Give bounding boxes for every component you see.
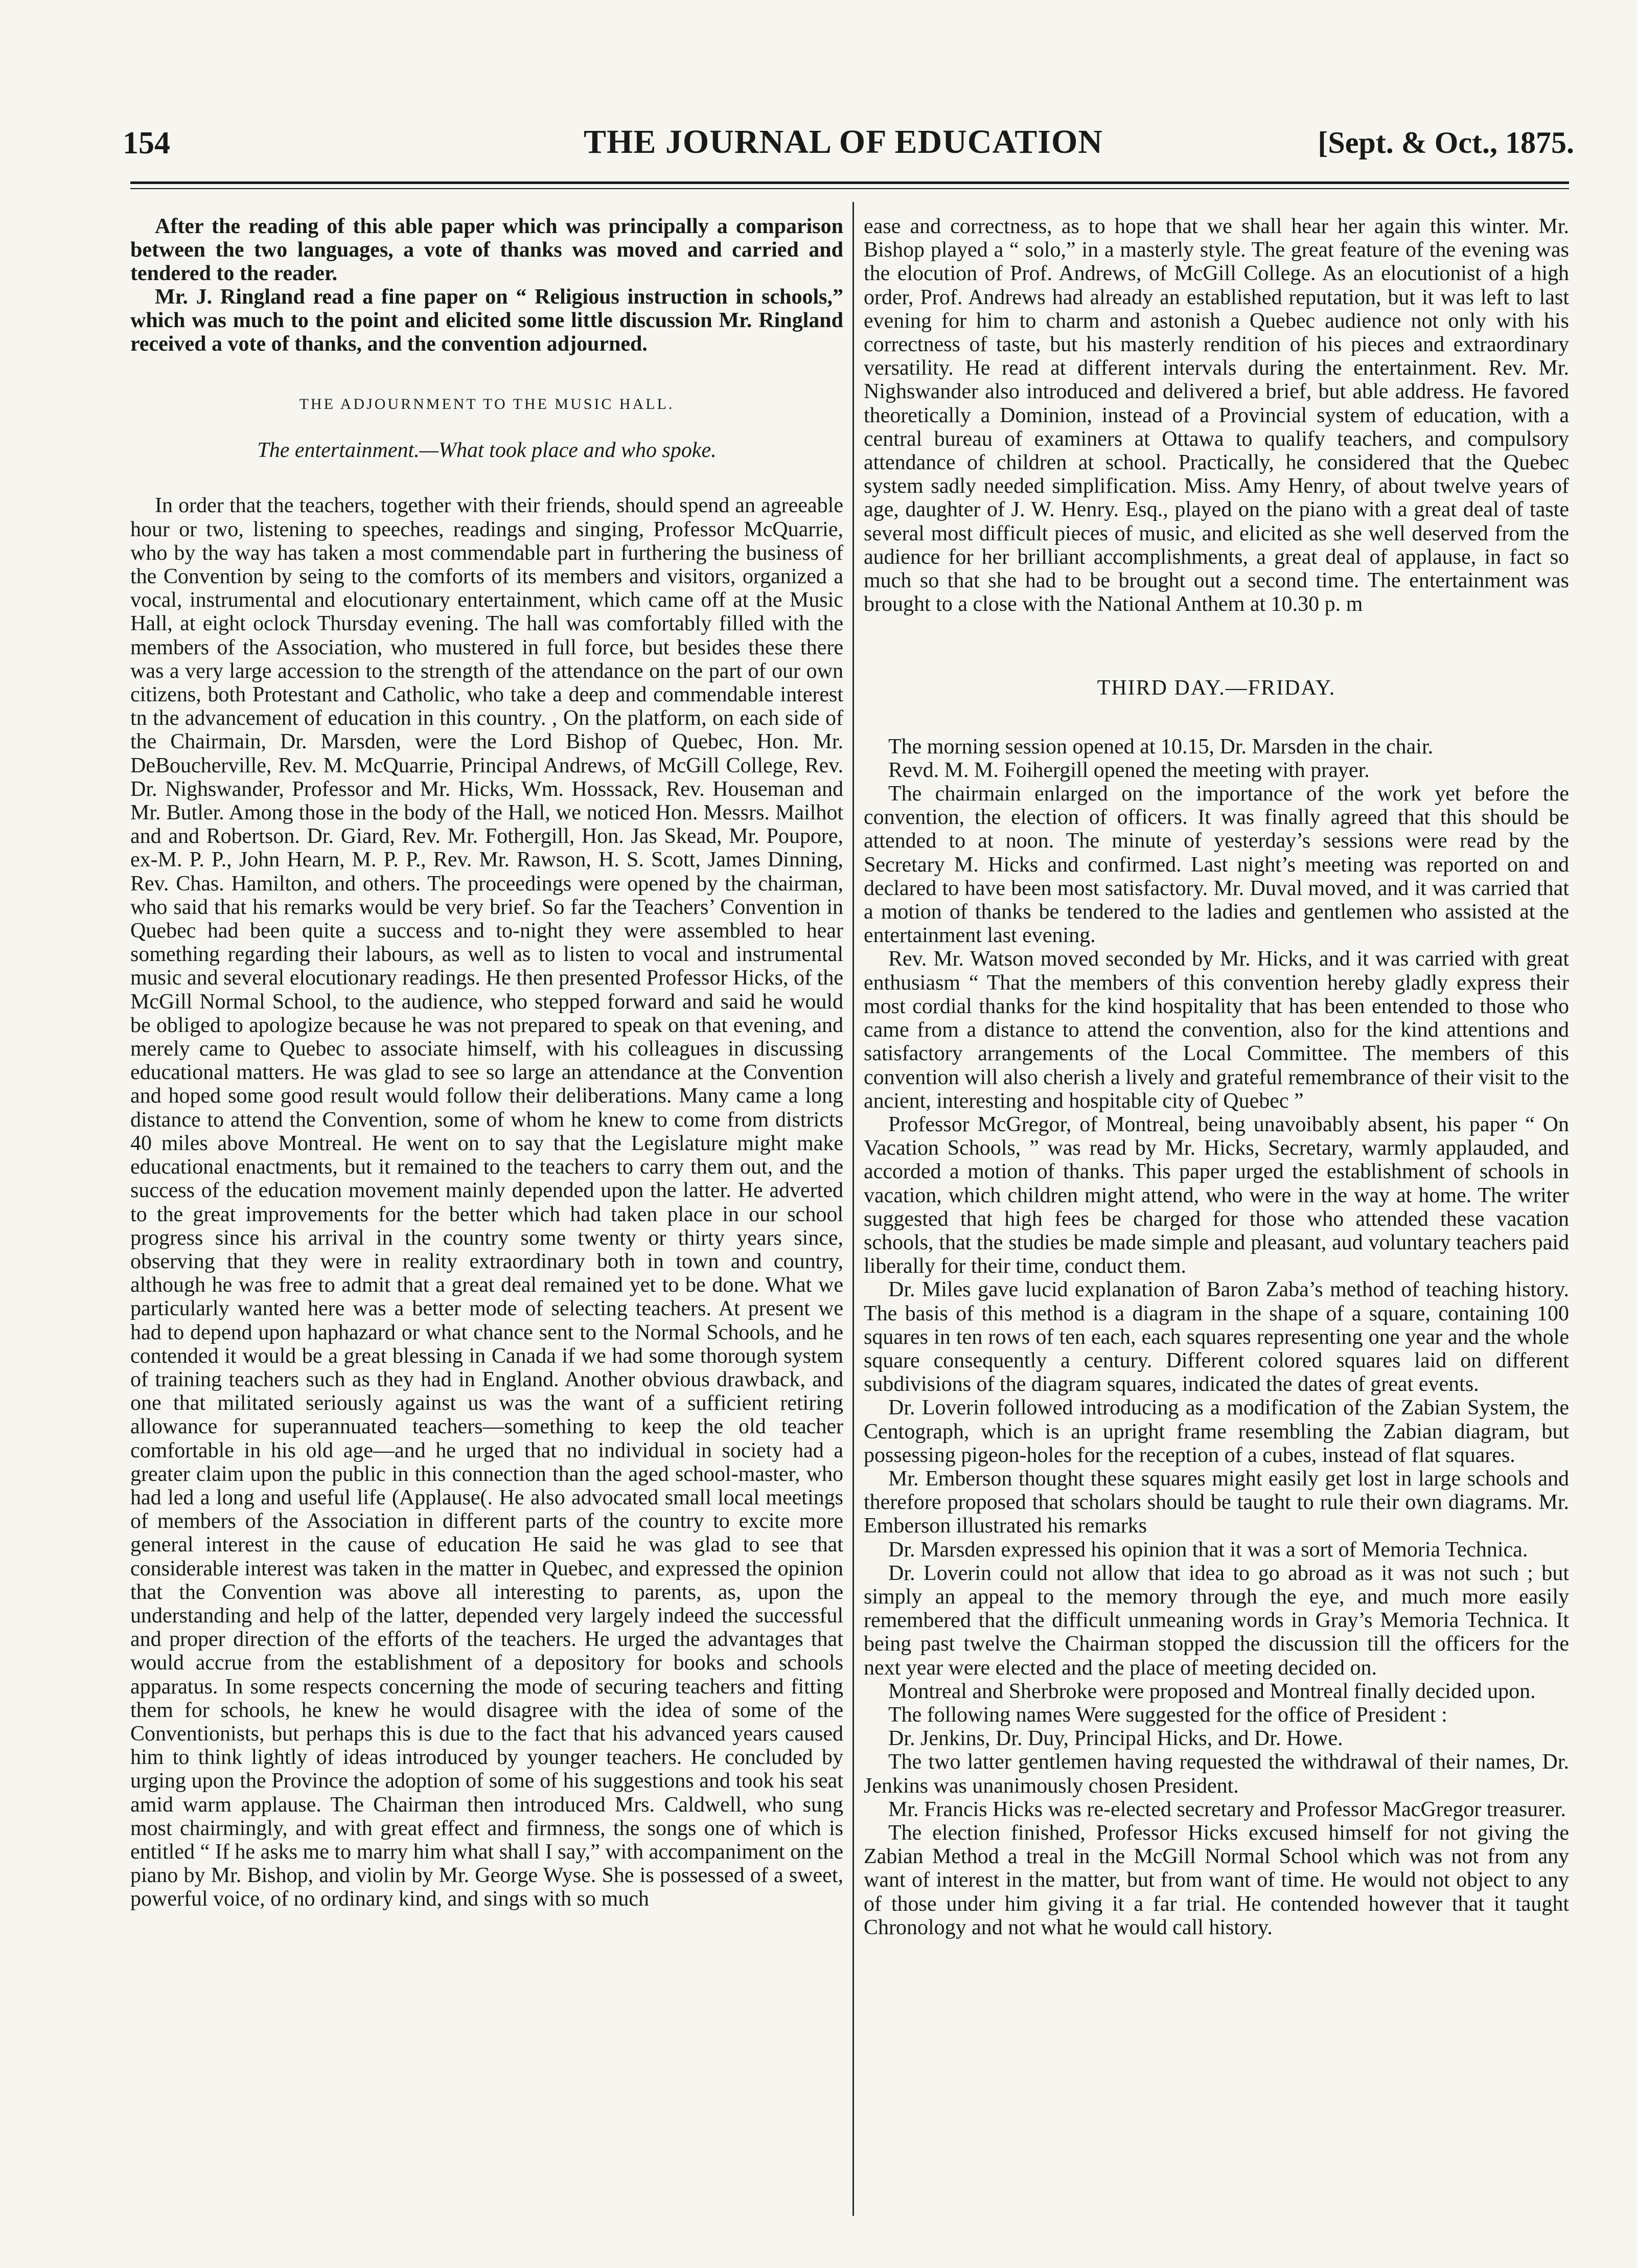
article-paragraph: Dr. Miles gave lucid explanation of Baron Zaba’s method of teaching history. The basis of this method is a diagram in the shape of a square, containing 100 squares in ten rows of ten each, each squares representing one year and the whole square consequently a century. Different colored squares laid on different subdivisions of the diagram squares, indicated the dates of great events. — [864, 1278, 1569, 1396]
header-rule-top — [130, 181, 1569, 184]
sub-heading: The entertainment.—What took place and who spoke. — [257, 439, 717, 463]
article-paragraph: In order that the teachers, together with their friends, should spend an agreeable hour or two, listening to speeches, readings and singing, Professor McQuarrie, who by the way has taken a most commendable part in furthering the business of the Convention by seing to the comforts of its members and visitors, organized a vocal, instrumental and elocutionary entertainment, which came off at the Music Hall, at eight oclock Thursday evening. The hall was comfortably filled with the members of the Association, who mustered in full force, but besides these there was a very large accession to the strength of the attendance on the part of our own citizens, both Protestant and Catholic, who take a deep and commendable interest tn the advancement of education in this country. , On the platform, on each side of the Chairmain, Dr. Marsden, were the Lord Bishop of Quebec, Hon. Mr. DeBoucherville, Rev. M. McQuarrie, Principal Andrews, of McGill College, Rev. Dr. Nighswander, Professor and Mr. Hicks, Wm. Hosssack, Rev. Houseman and Mr. Butler. Among those in the body of the Hall, we noticed Hon. Messrs. Mailhot and and Robertson. Dr. Giard, Rev. Mr. Fothergill, Hon. Jas Skead, Mr. Poupore, ex-M. P. P., John Hearn, M. P. P., Rev. Mr. Rawson, H. S. Scott, James Dinning, Rev. Chas. Hamilton, and others. The proceedings were opened by the chairman, who said that his remarks would be very brief. So far the Teachers’ Convention in Quebec had been quite a success and to-night they were assembled to hear something regarding their labours, as well as to listen to vocal and instrumental music and several elocutionary readings. He then presented Professor Hicks, of the McGill Normal School, to the audience, who stepped forward and said he would be obliged to apologize because he was not prepared to speak on that evening, and merely came to Quebec to associate himself, with his colleagues in discussing educational matters. He was glad to see so large an attendance at the Convention and hoped some good result would follow their deliberations. Many came a long distance to attend the Convention, some of whom he knew to come from districts 40 miles above Montreal. He went on to say that the Legislature might make educational enactments, but it remained to the teachers to carry them out, and the success of the education movement mainly depended upon the latter. He adverted to the great improvements for the better which had taken place in our school progress since his arrival in the country some twenty or thirty years since, observing that they were in reality extraordinary both in town and country, although he was free to admit that a great deal remained yet to be done. What we particularly wanted here was a better mode of selecting teachers. At present we had to depend upon haphazard or what chance sent to the Normal Schools, and he contended it would be a great blessing in Canada if we had some thorough system of training teachers such as they had in England. Another obvious drawback, and one that militated seriously against us was the want of a sufficient retiring allowance for superannuated teachers—something to keep the old teacher comfortable in his old age—and he urged that no individual in society had a greater claim upon the public in this connection than the aged school-master, who had led a long and useful life (Applause(. He also advocated small local meetings of members of the Association in different parts of the country to excite more general interest in the cause of education He said he was glad to see that considerable interest was taken in the matter in Quebec, and expressed the opinion that the Convention was above all interesting to parents, as, upon the understanding and help of the latter, depended very largely indeed the successful and proper direction of the efforts of the teachers. He urged the advantages that would accrue from the establishment of a depository for books and schools apparatus. In some respects concerning the mode of securing teachers and fitting them for schools, he knew he would disagree with the idea of some of the Conventionists, but perhaps this is due to the fact that his advanced years caused him to think lightly of ideas introduced by younger teachers. He concluded by urging upon the Province the adoption of some of his suggestions and took his seat amid warm applause. The Chairman then introduced Mrs. Caldwell, who sung most chairmingly, and with great effect and firmness, the songs one of which is entitled “ If he asks me to marry him what shall I say,” with accompaniment on the piano by Mr. Bishop, and violin by Mr. George Wyse. She is possessed of a sweet, powerful voice, of no ordinary kind, and sings with so much — [130, 494, 843, 1911]
article-paragraph: Mr. Emberson thought these squares might easily get lost in large schools and therefore proposed that scholars should be taught to rule their own diagrams. Mr. Emberson illustrated his remarks — [864, 1467, 1569, 1538]
article-paragraph: The election finished, Professor Hicks excused himself for not giving the Zabian Method a treal in the McGill Normal School which was not from any want of interest in the matter, but from want of time. He would not object to any of those under him giving it a far trial. He contended however that it taught Chronology and not what he would call history. — [864, 1821, 1569, 1939]
article-paragraph: The two latter gentlemen having requested the withdrawal of their names, Dr. Jenkins was unanimously chosen President. — [864, 1750, 1569, 1798]
article-paragraph: The morning session opened at 10.15, Dr. Marsden in the chair. — [888, 735, 1434, 759]
right-column — [864, 215, 1569, 2234]
article-paragraph: Professor McGregor, of Montreal, being unavoibably absent, his paper “ On Vacation Schools, ” was read by Mr. Hicks, Secretary, warmly applauded, and accorded a motion of thanks. This paper urged the establishment of schools in vacation, which children might attend, who were in the way at home. The writer suggested that high fees be charged for those who attended these vacation schools, that the studies be made simple and pleasant, aud voluntary teachers paid liberally for their time, conduct them. — [864, 1112, 1569, 1278]
opening-paragraph-2: Mr. J. Ringland read a fine paper on “ Religious instruction in schools,” which was much to the point and elicited some little discussion Mr. Ringland received a vote of thanks, and the convention adjourned. — [130, 285, 843, 356]
left-column — [130, 215, 843, 2234]
article-paragraph: Rev. Mr. Watson moved seconded by Mr. Hicks, and it was carried with great enthusiasm “ That the members of this convention hereby gladly express their most cordial thanks for the kind hospitality that has been entended to those who came from a distance to attend the convention, also for the kind attentions and satisfactory arrangements of the Local Committee. The members of this convention will also cherish a lively and grateful remembrance of their visit to the ancient, interesting and hospitable city of Quebec ” — [864, 947, 1569, 1113]
article-paragraph: Dr. Marsden expressed his opinion that it was a sort of Memoria Technica. — [888, 1538, 1528, 1562]
article-paragraph: Dr. Loverin could not allow that idea to go abroad as it was not such ; but simply an appeal to the memory through the eye, and much more easily remembered that the difficult unmeaning words in Gray’s Memoria Technica. It being past twelve the Chairman stopped the discussion till the officers for the next year were elected and the place of meeting decided on. — [864, 1561, 1569, 1680]
article-paragraph: The following names Were suggested for the office of President : — [888, 1703, 1447, 1727]
article-paragraph: Dr. Loverin followed introducing as a modification of the Zabian System, the Centograph, which is an upright frame resembling the Zabian diagram, but possessing pigeon-holes for the reception of a cubes, instead of flat squares. — [864, 1396, 1569, 1467]
article-paragraph: Dr. Jenkins, Dr. Duy, Principal Hicks, and Dr. Howe. — [888, 1727, 1343, 1751]
column-divider — [852, 202, 854, 2216]
issue-date: [Sept. & Oct., 1875. — [1318, 126, 1574, 159]
opening-paragraph-1: After the reading of this able paper which was principally a comparison between the two languages, a vote of thanks was moved and carried and tendered to the reader. — [130, 215, 843, 285]
article-paragraph: Mr. Francis Hicks was re-elected secretary and Professor MacGregor treasurer. — [888, 1797, 1566, 1821]
article-paragraph: Revd. M. M. Foihergill opened the meeting with prayer. — [888, 758, 1370, 782]
header-rule-bottom — [130, 188, 1569, 189]
journal-title: THE JOURNAL OF EDUCATION — [584, 123, 1103, 161]
article-paragraph: The chairmain enlarged on the importance of the work yet before the convention, the election of officers. It was finally agreed that this should be attended to at noon. The minute of yesterday’s sessions were read by the Secretary M. Hicks and confirmed. Last night’s meeting was reported on and declared to have been most satisfactory. Mr. Duval moved, and it was carried that a motion of thanks be tendered to the ladies and gentlemen who assisted at the entertainment last evening. — [864, 782, 1569, 948]
page-header — [112, 118, 1574, 164]
day-heading: THIRD DAY.—FRIDAY. — [1097, 676, 1336, 700]
section-heading: THE ADJOURNMENT TO THE MUSIC HALL. — [299, 396, 675, 413]
page-number: 154 — [123, 126, 170, 161]
article-paragraph: Montreal and Sherbroke were proposed and Montreal finally decided upon. — [888, 1679, 1536, 1703]
continued-paragraph: ease and correctness, as to hope that we shall hear her again this winter. Mr. Bishop played a “ solo,” in a masterly style. The great feature of the evening was the elocution of Prof. Andrews, of McGill College. As an elocutionist of a high order, Prof. Andrews had already an established reputation, but it was left to last evening for him to charm and astonish a Quebec audience not only with his correctness of taste, but his masterly rendition of his pieces and extraordinary versatility. He read at different intervals during the entertainment. Rev. Mr. Nighswander also introduced and delivered a brief, but able address. He favored theoretically a Dominion, instead of a Provincial system of education, with a central bureau of examiners at Ottawa to qualify teachers, and compulsory attendance of children at school. Practically, he considered that the Quebec system sadly needed simplification. Miss. Amy Henry, of about twelve years of age, daughter of J. W. Henry. Esq., played on the piano with a great deal of taste several most difficult pieces of music, and elicited as she well deserved from the audience for her brilliant accomplishments, a great deal of applause, in fact so much so that she had to be brought out a second time. The entertainment was brought to a close with the National Anthem at 10.30 p. m — [864, 215, 1569, 616]
